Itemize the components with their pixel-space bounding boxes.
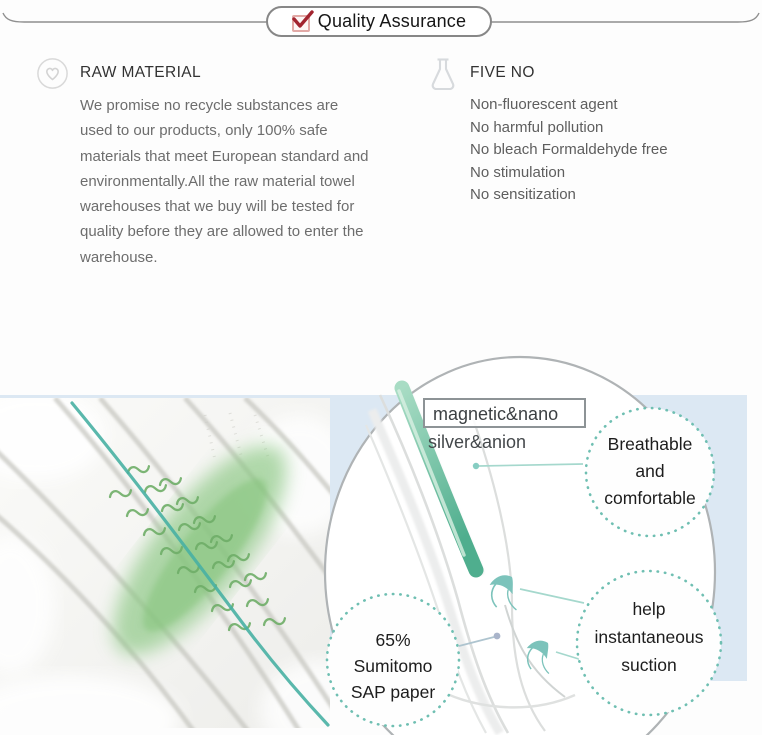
bubble-text: and bbox=[635, 461, 665, 481]
quality-assurance-banner bbox=[266, 6, 492, 37]
bubble-text: Breathable bbox=[607, 434, 693, 454]
bubble-text: SAP paper bbox=[350, 682, 436, 702]
bubble-text: instantaneous bbox=[594, 627, 704, 647]
list-item: No bleach Formaldehyde free bbox=[470, 141, 668, 159]
bubble-text: comfortable bbox=[604, 488, 696, 508]
label-line1: magnetic&nano bbox=[433, 404, 559, 424]
list-item: No stimulation bbox=[470, 163, 566, 181]
list-item: No harmful pollution bbox=[470, 118, 604, 136]
red-check-icon bbox=[292, 14, 308, 29]
raw-material-heading: RAW MATERIAL bbox=[80, 64, 202, 81]
bubble-sap bbox=[327, 594, 459, 726]
bubble-breathable bbox=[586, 408, 714, 536]
bubble-text: Sumitomo bbox=[353, 656, 433, 676]
bubble-text: 65% bbox=[375, 630, 411, 650]
bubble-text: suction bbox=[621, 655, 677, 675]
heart-circle-icon bbox=[36, 57, 69, 90]
connector-dot bbox=[473, 463, 479, 469]
raw-material-paragraph: We promise no recycle substances are used to our products, only 100% safe materials that meet European standard and environmentally.All the raw material towel warehouses that we buy will be tested for quality before they are allowed to enter the warehouse. bbox=[80, 97, 369, 266]
flask-icon bbox=[427, 55, 459, 93]
list-item: No sensitization bbox=[470, 186, 576, 204]
list-item: Non-fluorescent agent bbox=[470, 96, 618, 113]
page-title: Quality Assurance bbox=[317, 11, 467, 31]
five-no-heading: FIVE NO bbox=[470, 64, 535, 81]
connector-dot bbox=[494, 633, 501, 640]
bubble-text: help bbox=[632, 599, 666, 619]
product-feature-figure bbox=[0, 355, 762, 735]
bubble-suction bbox=[577, 571, 721, 715]
five-no-list bbox=[470, 94, 668, 207]
label-line2: silver&anion bbox=[428, 432, 527, 452]
